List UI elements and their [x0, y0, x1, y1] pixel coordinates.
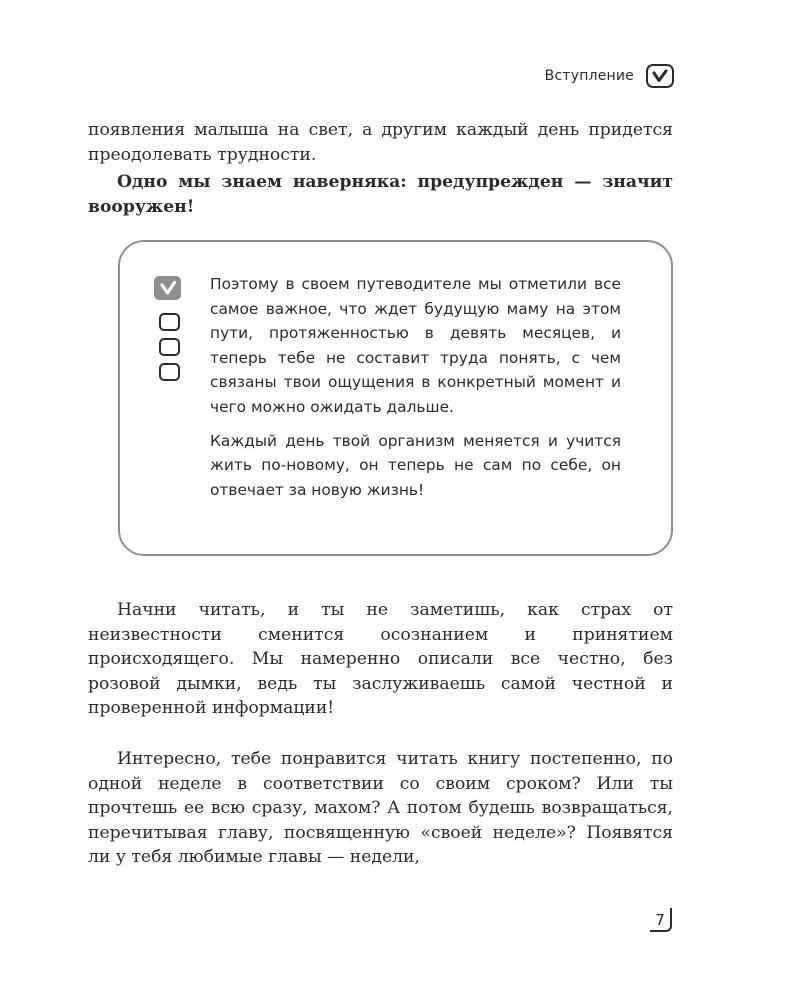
page-header: [545, 64, 674, 88]
empty-box-icon: [159, 363, 180, 381]
paragraph-continuation: появления малыша на свет, а другим каждый день придется преодолевать трудности.: [88, 120, 673, 165]
checklist: [154, 276, 181, 381]
checked-box-icon: [154, 276, 181, 300]
section-title: Вступление: [544, 68, 634, 84]
page-number: 7: [650, 908, 672, 932]
paragraph-reading-style: Интересно, тебе понравится читать книгу постепенно, по одной неделе в соответствии со своим сроком? Или ты прочтешь ее всю сразу, махом? А потом будешь возвращаться, перечитывая главу, посвященную «своей неделе»? Появятся ли у тебя любимые главы — недели,: [88, 749, 673, 867]
paragraph-start-reading: Начни читать, и ты не заметишь, как страх от неизвестности сменится осознанием и принятием происходящего. Мы намеренно описали все честно, без розовой дымки, ведь ты заслуживаешь самой честной и проверенной информации!: [88, 600, 673, 718]
section-check-icon: [646, 64, 674, 88]
empty-box-icon: [159, 313, 180, 331]
empty-box-icon: [159, 338, 180, 356]
callout-paragraph-1: Поэтому в своем путеводителе мы отметили все самое важное, что ждет будущую маму на этом пути, протяженностью в девять месяцев, и теперь тебе не составит труда понять, с чем связаны твои ощущения в конкретный момент и чего можно ожидать дальше.: [210, 275, 621, 416]
paragraph-bold-statement: Одно мы знаем наверняка: предупрежден — значит вооружен!: [88, 172, 673, 217]
callout-box: [118, 240, 673, 556]
callout-paragraph-2: Каждый день твой организм меняется и учится жить по-новому, он теперь не сам по себе, он отвечает за новую жизнь!: [210, 431, 621, 499]
callout-text: [210, 272, 621, 502]
